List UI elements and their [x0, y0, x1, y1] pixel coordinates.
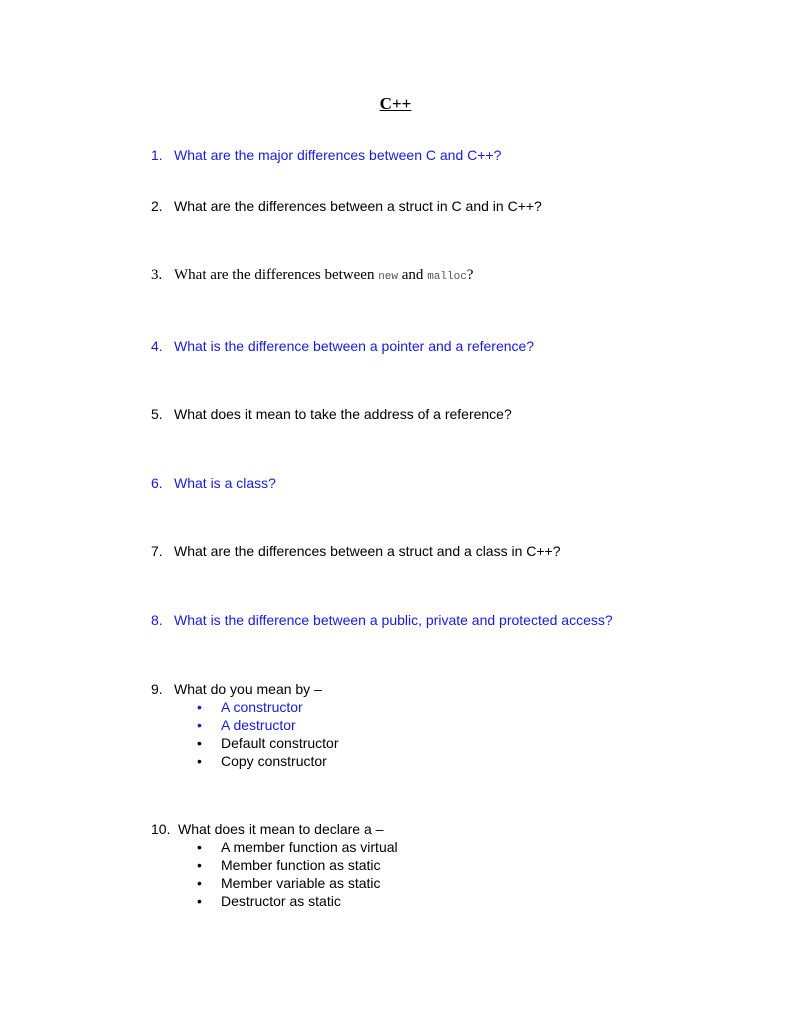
question-text: ? — [466, 267, 474, 283]
list-item-text: Member variable as static — [221, 875, 381, 891]
list-item-text: Member function as static — [221, 857, 381, 873]
question-number: 7. — [151, 543, 163, 559]
question-number: 5. — [151, 406, 163, 422]
question-9 — [151, 680, 322, 698]
question-text: What does it mean to take the address of a reference? — [174, 406, 512, 422]
question-text: What does it mean to declare a – — [178, 821, 384, 837]
question-text: What is the difference between a pointer and a reference? — [174, 338, 535, 354]
list-item-text: Default constructor — [221, 735, 339, 751]
question-7 — [151, 542, 561, 560]
question-number: 2. — [151, 198, 163, 214]
question-5 — [151, 405, 512, 423]
bullet: • — [197, 857, 202, 873]
question-10 — [151, 820, 383, 838]
list-item — [196, 892, 398, 910]
code-new: new — [378, 271, 399, 283]
question-text: What are the differences between — [174, 267, 379, 283]
bullet: • — [197, 753, 202, 769]
list-item — [196, 716, 339, 734]
question-text: What are the differences between a struct in C and in C++? — [174, 198, 542, 214]
question-3 — [151, 266, 473, 286]
list-item — [196, 734, 339, 752]
list-item — [196, 856, 398, 874]
question-text: and — [398, 267, 428, 283]
list-item-text: A destructor — [221, 717, 296, 733]
bullet: • — [197, 699, 202, 715]
question-text: What do you mean by – — [174, 681, 322, 697]
bullet: • — [197, 875, 202, 891]
question-2 — [151, 197, 542, 215]
question-number: 3. — [151, 267, 163, 283]
list-item-text: A constructor — [221, 699, 303, 715]
list-item-text: Destructor as static — [221, 893, 341, 909]
bullet: • — [197, 839, 202, 855]
list-item-text: Copy constructor — [221, 753, 327, 769]
question-8 — [151, 611, 613, 629]
list-item — [196, 698, 339, 716]
list-item-text: A member function as virtual — [221, 839, 398, 855]
bullet: • — [197, 893, 202, 909]
question-number: 10. — [151, 821, 171, 837]
question-4 — [151, 337, 534, 355]
question-9-list — [196, 698, 339, 770]
question-1 — [151, 146, 501, 164]
question-number: 9. — [151, 681, 163, 697]
question-text: What are the major differences between C and C++? — [174, 147, 502, 163]
list-item — [196, 838, 398, 856]
question-number: 8. — [151, 612, 163, 628]
question-text: What is the difference between a public, private and protected access? — [174, 612, 613, 628]
page-title: C++ — [379, 94, 412, 113]
question-number: 4. — [151, 338, 163, 354]
question-number: 1. — [151, 147, 163, 163]
list-item — [196, 874, 398, 892]
list-item — [196, 752, 339, 770]
bullet: • — [197, 717, 202, 733]
question-6 — [151, 474, 276, 492]
question-10-list — [196, 838, 398, 910]
question-text: What is a class? — [174, 475, 276, 491]
bullet: • — [197, 735, 202, 751]
code-malloc: malloc — [427, 271, 467, 283]
question-number: 6. — [151, 475, 163, 491]
question-text: What are the differences between a struct and a class in C++? — [174, 543, 561, 559]
